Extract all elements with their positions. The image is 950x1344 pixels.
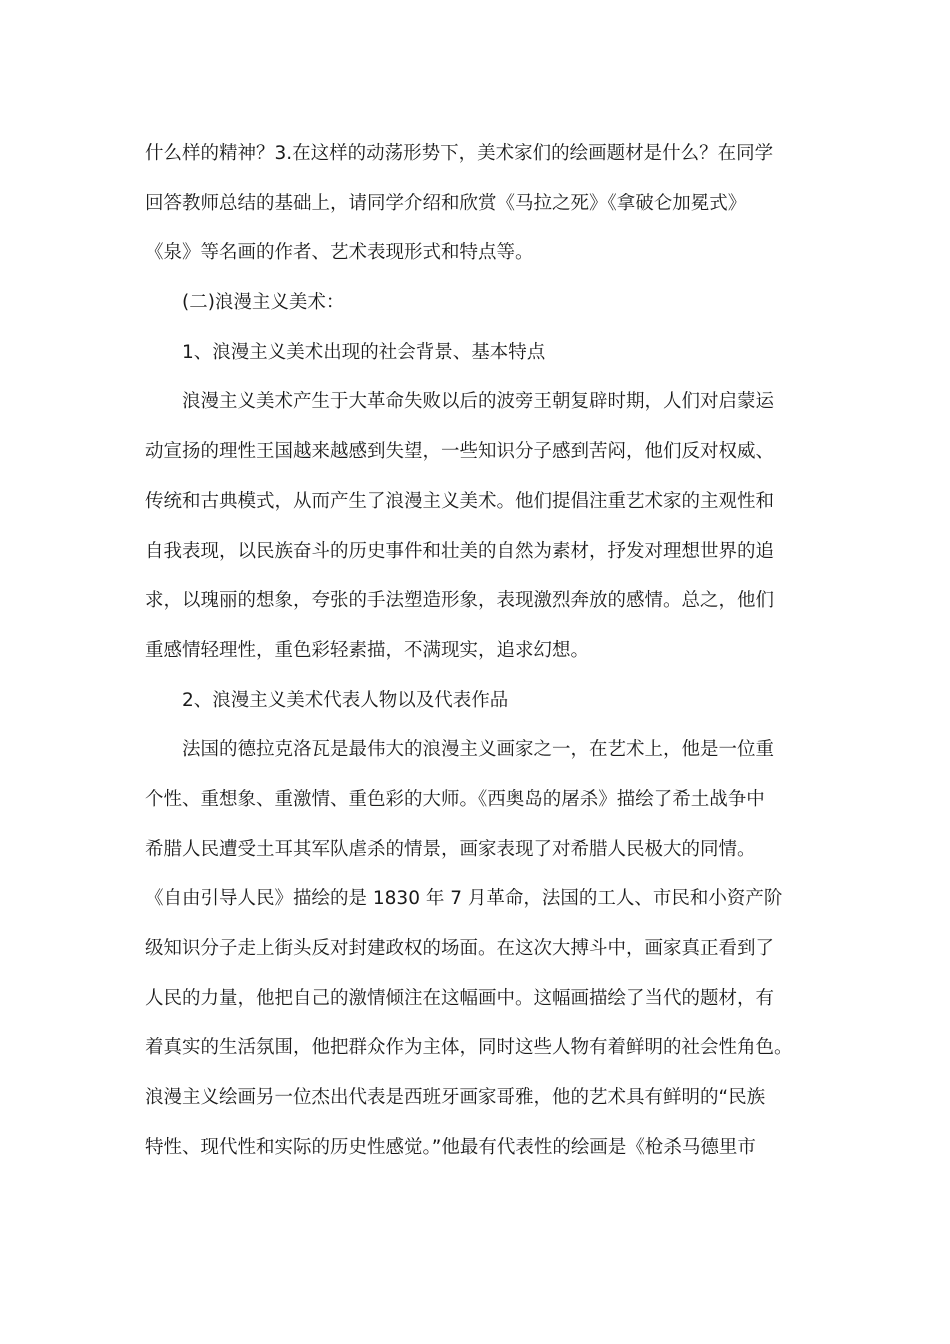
- text-line: 什么样的精神？3.在这样的动荡形势下，美术家们的绘画题材是什么？在同学: [145, 143, 774, 164]
- document-body: [145, 129, 810, 1172]
- section-heading: (二)浪漫主义美术：: [182, 292, 345, 314]
- subsection-heading: 1、浪漫主义美术出现的社会背景、基本特点: [182, 341, 546, 363]
- text-line: 动宣扬的理性王国越来越感到失望，一些知识分子感到苦闷，他们反对权威、: [145, 441, 775, 463]
- text-line: 人民的力量，他把自己的激情倾注在这幅画中。这幅画描绘了当代的题材，有: [145, 987, 775, 1009]
- text-line: 级知识分子走上街头反对封建政权的场面。在这次大搏斗中，画家真正看到了: [145, 938, 775, 959]
- text-line: 法国的德拉克洛瓦是最伟大的浪漫主义画家之一，在艺术上，他是一位重: [182, 739, 775, 761]
- text-line: 希腊人民遭受土耳其军队虐杀的情景，画家表现了对希腊人民极大的同情。: [145, 838, 756, 860]
- text-line: 浪漫主义美术产生于大革命失败以后的波旁王朝复辟时期，人们对启蒙运: [182, 391, 775, 413]
- text-line: 求，以瑰丽的想象，夸张的手法塑造形象，表现激烈奔放的感情。总之，他们: [145, 590, 775, 612]
- text-line: 回答教师总结的基础上，请同学介绍和欣赏《马拉之死》《拿破仑加冕式》: [145, 192, 747, 214]
- text-line: 自我表现，以民族奋斗的历史事件和壮美的自然为素材，抒发对理想世界的追: [145, 540, 775, 562]
- text-line: 特性、现代性和实际的历史性感觉。”他最有代表性的绘画是《枪杀马德里市: [145, 1136, 756, 1158]
- text-line: 传统和古典模式，从而产生了浪漫主义美术。他们提倡注重艺术家的主观性和: [145, 490, 775, 512]
- text-line: 浪漫主义绘画另一位杰出代表是西班牙画家哥雅，他的艺术具有鲜明的“民族: [145, 1087, 766, 1109]
- text-line: 个性、重想象、重激情、重色彩的大师。《西奥岛的屠杀》描绘了希土战争中: [145, 788, 765, 810]
- text-line: 着真实的生活氛围，他把群众作为主体，同时这些人物有着鲜明的社会性角色。: [145, 1037, 793, 1059]
- text-line: 《自由引导人民》描绘的是 1830 年 7 月革命，法国的工人、市民和小资产阶: [145, 888, 783, 910]
- subsection-heading: 2、浪漫主义美术代表人物以及代表作品: [182, 689, 509, 711]
- text-line: 《泉》等名画的作者、艺术表现形式和特点等。: [145, 242, 534, 264]
- text-line: 重感情轻理性，重色彩轻素描，不满现实，追求幻想。: [145, 639, 590, 661]
